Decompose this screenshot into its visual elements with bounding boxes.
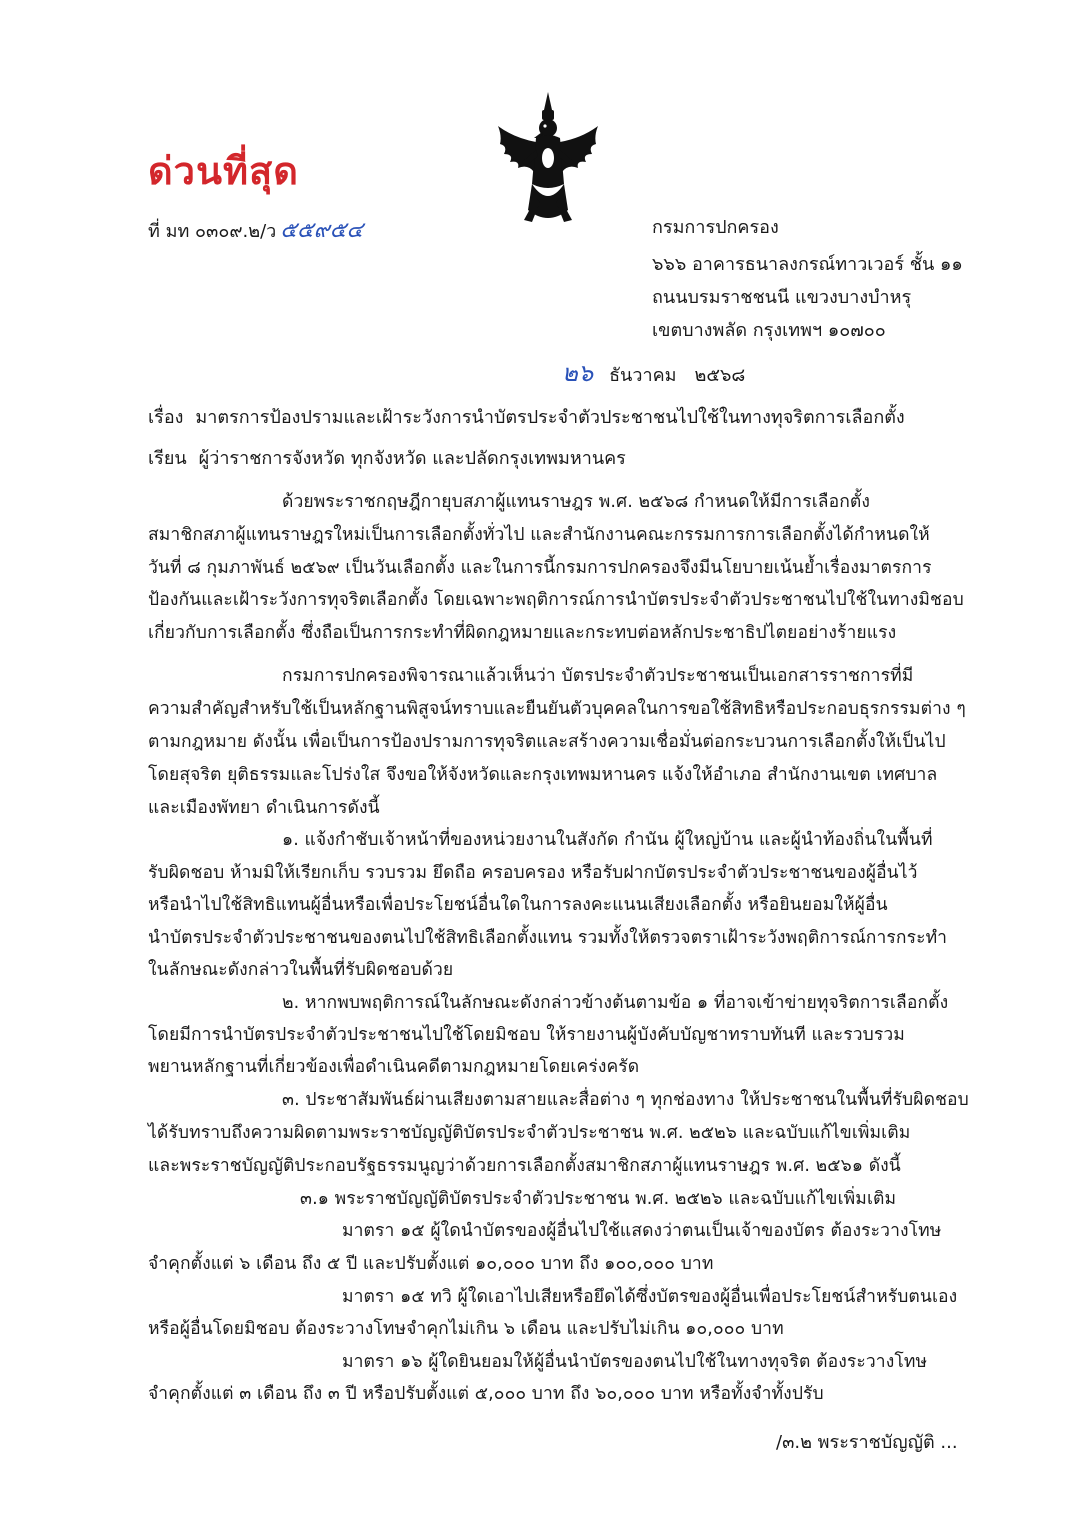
issuer-line-1: กรมการปกครอง bbox=[652, 217, 779, 238]
issuer-line-3: ถนนบรมราชชนนี แขวงบางบำหรุ bbox=[652, 287, 912, 308]
body-line: ความสำคัญสำหรับใช้เป็นหลักฐานพิสูจน์ทราบและยืนยันตัวบุคคลในการขอใช้สิทธิหรือประกอบธุรกรรมต่าง ๆ bbox=[148, 699, 966, 719]
addressee-label: เรียน bbox=[148, 448, 187, 469]
body-line: ๒. หากพบพฤติการณ์ในลักษณะดังกล่าวข้างต้นตามข้อ ๑ ที่อาจเข้าข่ายทุจริตการเลือกตั้ง bbox=[282, 993, 949, 1013]
continuation-note: /๓.๒ พระราชบัญญัติ ... bbox=[776, 1432, 958, 1453]
body-line: โดยมีการนำบัตรประจำตัวประชาชนไปใช้โดยมิชอบ ให้รายงานผู้บังคับบัญชาทราบทันที และรวบรวม bbox=[148, 1025, 905, 1045]
issuer-line-2: ๖๖๖ อาคารธนาลงกรณ์ทาวเวอร์ ชั้น ๑๑ bbox=[652, 254, 963, 275]
date-month: ธันวาคม bbox=[609, 365, 677, 386]
date-year: ๒๕๖๘ bbox=[694, 365, 746, 386]
body-line: ๑. แจ้งกำชับเจ้าหน้าที่ของหน่วยงานในสังกัด กำนัน ผู้ใหญ่บ้าน และผู้นำท้องถิ่นในพื้นที่ bbox=[282, 830, 933, 850]
body-line: มาตรา ๑๕ ทวิ ผู้ใดเอาไปเสียหรือยึดได้ซึ่งบัตรของผู้อื่นเพื่อประโยชน์สำหรับตนเอง bbox=[342, 1287, 958, 1307]
addressee-text: ผู้ว่าราชการจังหวัด ทุกจังหวัด และปลัดกรุงเทพมหานคร bbox=[198, 448, 626, 469]
body-line: ได้รับทราบถึงความผิดตามพระราชบัญญัติบัตรประจำตัวประชาชน พ.ศ. ๒๕๒๖ และฉบับแก้ไขเพิ่มเติม bbox=[148, 1123, 911, 1143]
document-date bbox=[562, 353, 745, 392]
document-number-prefix: ที่ มท ๐๓๐๙.๒/ว bbox=[148, 221, 277, 242]
body-line: และพระราชบัญญัติประกอบรัฐธรรมนูญว่าด้วยการเลือกตั้งสมาชิกสภาผู้แทนราษฎร พ.ศ. ๒๕๖๑ ดังนี้ bbox=[148, 1156, 901, 1176]
body-line: จำคุกตั้งแต่ ๓ เดือน ถึง ๓ ปี หรือปรับตั้งแต่ ๕,๐๐๐ บาท ถึง ๖๐,๐๐๐ บาท หรือทั้งจำทั้งปรับ bbox=[148, 1384, 824, 1404]
body-line: หรือนำไปใช้สิทธิแทนผู้อื่นหรือเพื่อประโยชน์อื่นใดในการลงคะแนนเสียงเลือกตั้ง หรือยินยอมให้ผู้อื่น bbox=[148, 895, 888, 915]
body-line: วันที่ ๘ กุมภาพันธ์ ๒๕๖๙ เป็นวันเลือกตั้ง และในการนี้กรมการปกครองจึงมีนโยบายเน้นย้ำเรื่องมาตรการ bbox=[148, 558, 932, 578]
issuer-line-4: เขตบางพลัด กรุงเทพฯ ๑๐๗๐๐ bbox=[652, 320, 886, 341]
body-line: จำคุกตั้งแต่ ๖ เดือน ถึง ๕ ปี และปรับตั้งแต่ ๑๐,๐๐๐ บาท ถึง ๑๐๐,๐๐๐ บาท bbox=[148, 1254, 714, 1274]
body-line: และเมืองพัทยา ดำเนินการดังนี้ bbox=[148, 798, 380, 818]
body-line: เกี่ยวกับการเลือกตั้ง ซึ่งถือเป็นการกระทำที่ผิดกฎหมายและกระทบต่อหลักประชาธิปไตยอย่างร้ายแรง bbox=[148, 623, 897, 643]
body-line: กรมการปกครองพิจารณาแล้วเห็นว่า บัตรประจำตัวประชาชนเป็นเอกสารราชการที่มี bbox=[282, 666, 914, 686]
body-line: รับผิดชอบ ห้ามมิให้เรียกเก็บ รวบรวม ยึดถือ ครอบครอง หรือรับฝากบัตรประจำตัวประชาชนของผู้อื่นไว้ bbox=[148, 863, 918, 883]
garuda-emblem-icon bbox=[492, 88, 604, 234]
body-line: มาตรา ๑๖ ผู้ใดยินยอมให้ผู้อื่นนำบัตรของตนไปใช้ในทางทุจริต ต้องระวางโทษ bbox=[342, 1352, 928, 1372]
addressee-line bbox=[148, 443, 626, 472]
urgency-stamp: ด่วนที่สุด bbox=[148, 149, 299, 193]
body-line: นำบัตรประจำตัวประชาชนของตนไปใช้สิทธิเลือกตั้งแทน รวมทั้งให้ตรวจตราเฝ้าระวังพฤติการณ์การกระทำ bbox=[148, 928, 948, 948]
subject-line bbox=[148, 402, 905, 431]
body-line: หรือผู้อื่นโดยมิชอบ ต้องระวางโทษจำคุกไม่เกิน ๖ เดือน และปรับไม่เกิน ๑๐,๐๐๐ บาท bbox=[148, 1319, 784, 1339]
body-line: ด้วยพระราชกฤษฎีกายุบสภาผู้แทนราษฎร พ.ศ. ๒๕๖๘ กำหนดให้มีการเลือกตั้ง bbox=[282, 492, 871, 512]
body-line: ป้องกันและเฝ้าระวังการทุจริตเลือกตั้ง โดยเฉพาะพฤติการณ์การนำบัตรประจำตัวประชาชนไปใช้ในทางมิชอบ bbox=[148, 590, 964, 610]
body-line: โดยสุจริต ยุติธรรมและโปร่งใส จึงขอให้จังหวัดและกรุงเทพมหานคร แจ้งให้อำเภอ สำนักงานเขต เทศบาล bbox=[148, 765, 938, 785]
body-line: ตามกฎหมาย ดังนั้น เพื่อเป็นการป้องปรามการทุจริตและสร้างความเชื่อมั่นต่อกระบวนการเลือกตั้งให้เป็นไป bbox=[148, 732, 946, 752]
body-line: พยานหลักฐานที่เกี่ยวข้องเพื่อดำเนินคดีตามกฎหมายโดยเคร่งครัด bbox=[148, 1057, 640, 1077]
body-line: ๓.๑ พระราชบัญญัติบัตรประจำตัวประชาชน พ.ศ. ๒๕๒๖ และฉบับแก้ไขเพิ่มเติม bbox=[300, 1189, 897, 1209]
document-number-handwritten: ๕๕๙๕๔ bbox=[280, 218, 363, 243]
date-day-handwritten: ๒๖ bbox=[562, 359, 594, 387]
body-line: มาตรา ๑๕ ผู้ใดนำบัตรของผู้อื่นไปใช้แสดงว่าตนเป็นเจ้าของบัตร ต้องระวางโทษ bbox=[342, 1221, 942, 1241]
subject-label: เรื่อง bbox=[148, 407, 184, 428]
body-line: ๓. ประชาสัมพันธ์ผ่านเสียงตามสายและสื่อต่าง ๆ ทุกช่องทาง ให้ประชาชนในพื้นที่รับผิดชอบ bbox=[282, 1090, 969, 1110]
document-number bbox=[148, 212, 363, 247]
body-line: สมาชิกสภาผู้แทนราษฎรใหม่เป็นการเลือกตั้งทั่วไป และสำนักงานคณะกรรมการการเลือกตั้งได้กำหนดให้ bbox=[148, 525, 930, 545]
body-line: ในลักษณะดังกล่าวในพื้นที่รับผิดชอบด้วย bbox=[148, 960, 454, 980]
subject-text: มาตรการป้องปรามและเฝ้าระวังการนำบัตรประจำตัวประชาชนไปใช้ในทางทุจริตการเลือกตั้ง bbox=[195, 407, 905, 428]
